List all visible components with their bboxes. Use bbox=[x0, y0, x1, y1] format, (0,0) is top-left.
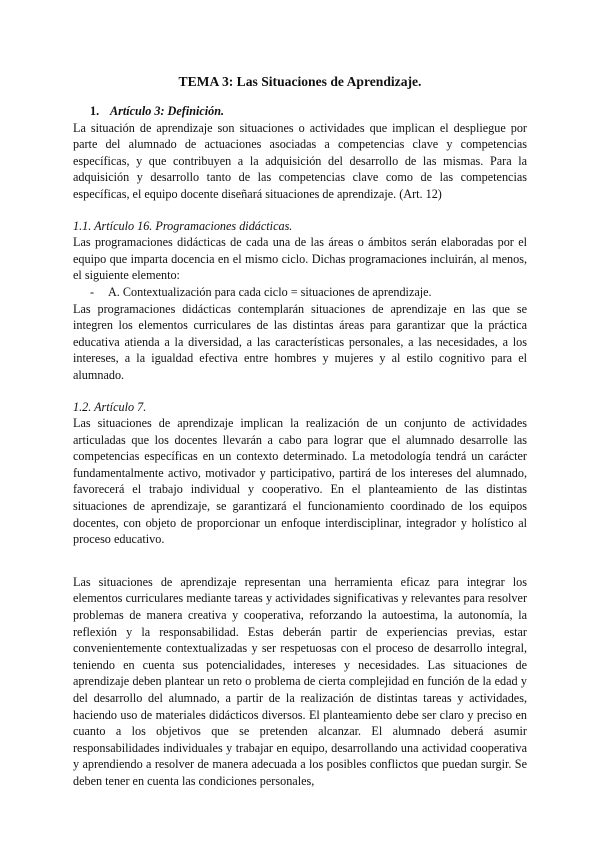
section-1-1-heading: 1.1. Artículo 16. Programaciones didácticas. bbox=[73, 218, 293, 233]
section-1-paragraph: La situación de aprendizaje son situaciones o actividades que implican el despliegue por parte del alumnado de actuaciones asociadas a competencias clave y competencias específicas, y que contribuyen a la adquisición del desarrollo de las mismas. Para la adquisición y desarrollo tanto de las competencias clave como de las competencias específicas, el equipo docente diseñará situaciones de aprendizaje. (Art. 12) bbox=[73, 120, 527, 201]
section-1-1-paragraph-1: Las programaciones didácticas de cada una de las áreas o ámbitos serán elaboradas por el equipo que imparta docencia en el mismo ciclo. Dichas programaciones incluirán, al menos, el siguiente elemento: bbox=[73, 235, 527, 283]
section-1-number: 1. bbox=[90, 104, 100, 118]
section-1-1-paragraph-2: Las programaciones didácticas contemplarán situaciones de aprendizaje en las que se integren los elementos curriculares de las distintas áreas para garantizar que la práctica educativa atienda a la diversidad, a las características personales, a las necesidades, a los intereses, a la igualdad efectiva entre hombres y mujeres y al estilo cognitivo para el alumnado. bbox=[73, 301, 527, 382]
section-1-heading-text: Artículo 3: Definición. bbox=[110, 104, 225, 118]
document-content bbox=[73, 73, 527, 790]
section-1-1-bullet-text: A. Contextualización para cada ciclo = situaciones de aprendizaje. bbox=[108, 284, 432, 299]
bullet-dash: - bbox=[90, 284, 95, 299]
closing-paragraph: Las situaciones de aprendizaje representan una herramienta eficaz para integrar los elementos curriculares mediante tareas y actividades significativas y relevantes para resolver problemas de manera creativa y cooperativa, reforzando la autoestima, la autonomía, la reflexión y la responsabilidad. Estas deberán partir de experiencias previas, estar convenientemente contextualizadas y ser respetuosas con el proceso de desarrollo integral, teniendo en cuenta sus potencialidades, intereses y necesidades. Las situaciones de aprendizaje deben plantear un reto o problema de cierta complejidad en función de la edad y del desarrollo del alumnado, a partir de la realización de distintas tareas y actividades, haciendo uso de materiales didácticos diversos. El planteamiento debe ser claro y preciso en cuanto a los objetivos que se pretenden alcanzar. El alumnado deberá asumir responsabilidades individuales y trabajar en equipo, desarrollando una actividad cooperativa y aprendiendo a resolver de manera adecuada a los posibles conflictos que puedan surgir. Se deben tener en cuenta las condiciones personales, bbox=[73, 574, 527, 788]
document-title: TEMA 3: Las Situaciones de Aprendizaje. bbox=[178, 74, 422, 89]
section-1-heading bbox=[90, 103, 527, 120]
section-1-2-paragraph: Las situaciones de aprendizaje implican la realización de un conjunto de actividades articuladas que los docentes llevarán a cabo para lograr que el alumnado desarrolle las competencias específicas en un contexto determinado. La metodología tendrá un carácter fundamentalmente activo, motivador y participativo, partirá de los intereses del alumnado, favorecerá el trabajo individual y cooperativo. En el planteamiento de las distintas situaciones de aprendizaje, se garantizará el funcionamiento coordinado de los equipos docentes, con objeto de proporcionar un enfoque interdisciplinar, integrador y holístico al proceso educativo. bbox=[73, 416, 527, 547]
section-1-2-heading: 1.2. Artículo 7. bbox=[73, 399, 147, 414]
section-1-1-bullet bbox=[90, 284, 527, 301]
